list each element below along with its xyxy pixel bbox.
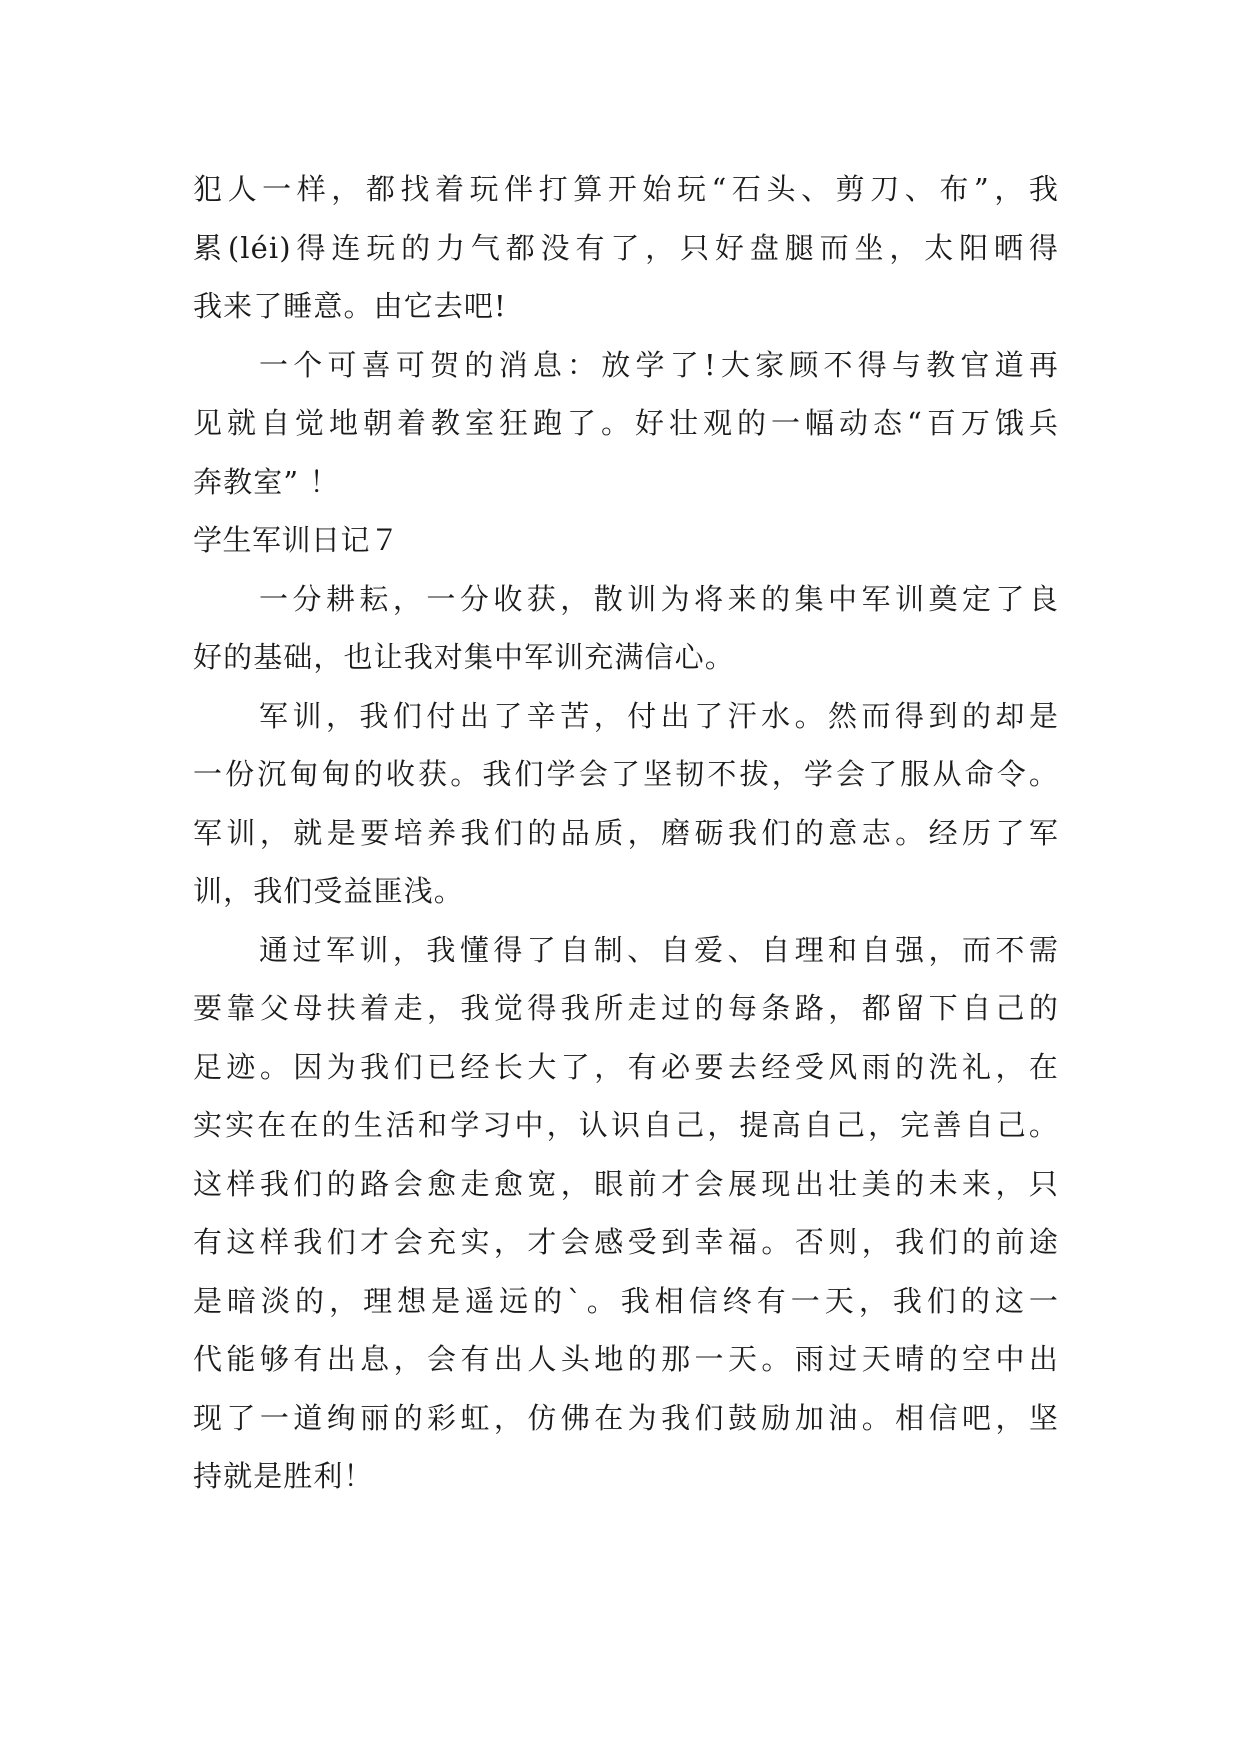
text-line: 军训，就是要培养我们的品质，磨砺我们的意志。经历了军 <box>193 815 1059 850</box>
text-line: 持就是胜利！ <box>193 1459 374 1493</box>
text-line: 足迹。因为我们已经长大了，有必要去经受风雨的洗礼，在 <box>193 1049 1059 1084</box>
text-line: 好的基础，也让我对集中军训充满信心。 <box>193 640 735 674</box>
text-line: 要靠父母扶着走，我觉得我所走过的每条路，都留下自己的 <box>193 991 1059 1025</box>
text-line: 一个可喜可贺的消息：放学了!大家顾不得与教官道再 <box>259 347 1059 382</box>
paragraph-continuation <box>193 160 1059 336</box>
text-line: 见就自觉地朝着教室狂跑了。好壮观的一幅动态“百万饿兵 <box>193 406 1059 440</box>
paragraph-dismissal <box>193 336 1059 512</box>
text-line: 现了一道绚丽的彩虹，仿佛在为我们鼓励加油。相信吧，坚 <box>193 1400 1059 1435</box>
text-line: 通过军训，我懂得了自制、自爱、自理和自强，而不需 <box>259 932 1059 967</box>
text-line: 这样我们的路会愈走愈宽，眼前才会展现出壮美的未来，只 <box>193 1166 1059 1201</box>
text-line: 代能够有出息，会有出人头地的那一天。雨过天晴的空中出 <box>193 1342 1059 1376</box>
text-line: 犯人一样，都找着玩伴打算开始玩“石头、剪刀、布”，我 <box>193 172 1059 206</box>
section-heading: 学生军训日记７ <box>193 523 400 557</box>
document-body <box>193 160 1059 1506</box>
paragraph-training <box>193 687 1059 921</box>
paragraph-reflection <box>193 921 1059 1506</box>
text-line: 军训，我们付出了辛苦，付出了汗水。然而得到的却是 <box>259 698 1059 733</box>
text-line: 我来了睡意。由它去吧! <box>193 289 507 323</box>
paragraph-harvest <box>193 570 1059 687</box>
text-line: 有这样我们才会充实，才会感受到幸福。否则，我们的前途 <box>193 1225 1059 1259</box>
text-line: 实实在在的生活和学习中，认识自己，提高自己，完善自己。 <box>193 1108 1059 1142</box>
text-line: 奔教室” ！ <box>193 464 340 499</box>
text-line: 训，我们受益匪浅。 <box>193 874 464 908</box>
text-line: 是暗淡的，理想是遥远的`。我相信终有一天，我们的这一 <box>193 1283 1059 1318</box>
text-line: 一分耕耘，一分收获，散训为将来的集中军训奠定了良 <box>259 581 1059 616</box>
text-line: 累(léi)得连玩的力气都没有了，只好盘腿而坐，太阳晒得 <box>193 230 1059 265</box>
text-line: 一份沉甸甸的收获。我们学会了坚韧不拔，学会了服从命令。 <box>193 757 1059 791</box>
